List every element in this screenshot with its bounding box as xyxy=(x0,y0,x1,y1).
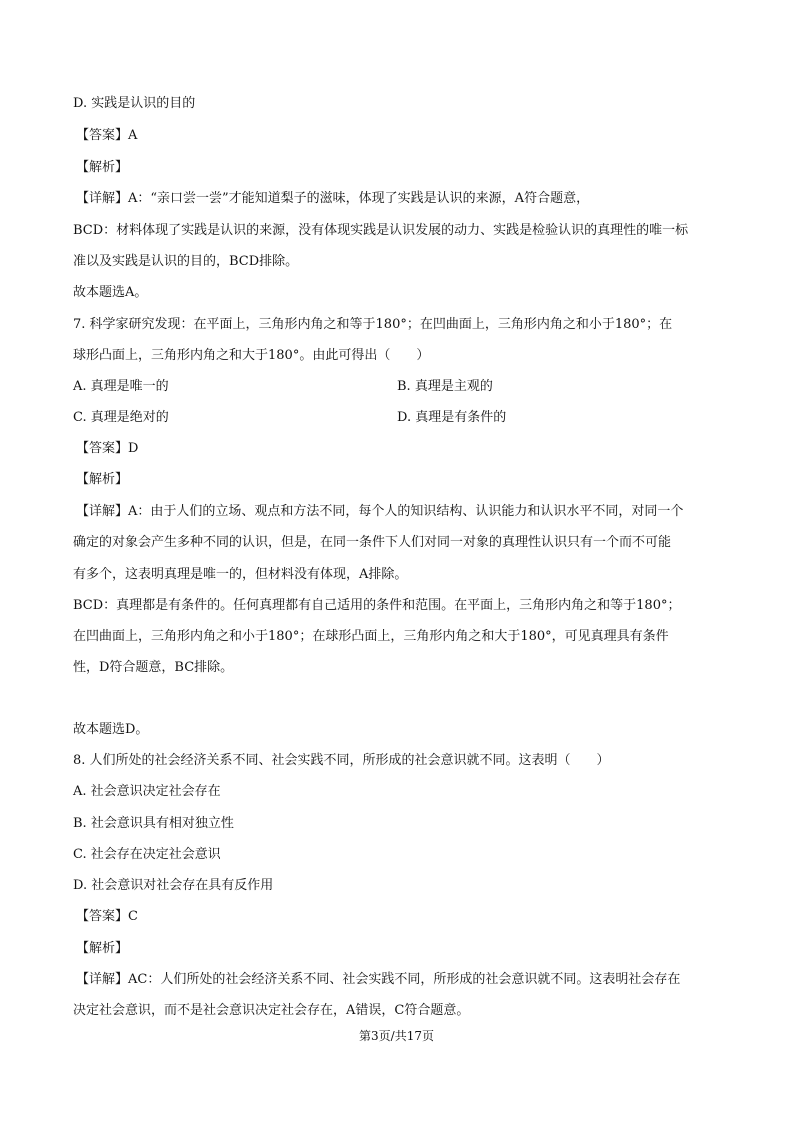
q7-conclusion: 故本题选D。 xyxy=(73,722,149,737)
q8-option-d: D. 社会意识对社会存在具有反作用 xyxy=(73,878,274,893)
q7-option-b: B. 真理是主观的 xyxy=(397,379,493,394)
q6-answer: 【答案】A xyxy=(76,128,138,143)
q8-detail-1: 【详解】AC：人们所处的社会经济关系不同、社会实践不同，所形成的社会意识就不同。这表明社会存在 xyxy=(76,972,681,987)
q6-option-d: D. 实践是认识的目的 xyxy=(73,96,196,111)
q8-option-a: A. 社会意识决定社会存在 xyxy=(73,784,221,799)
q7-detail-4: BCD：真理都是有条件的。任何真理都有自己适用的条件和范围。在平面上，三角形内角之和等于180°； xyxy=(73,598,681,613)
q7-option-c: C. 真理是绝对的 xyxy=(73,410,169,425)
q7-stem-1: 7. 科学家研究发现：在平面上，三角形内角之和等于180°；在凹曲面上，三角形内角之和小于180°；在 xyxy=(73,317,673,332)
q8-detail-2: 决定社会意识，而不是社会意识决定社会存在，A错误，C符合题意。 xyxy=(73,1003,470,1018)
q7-answer: 【答案】D xyxy=(76,441,139,456)
q7-analysis-label: 【解析】 xyxy=(76,472,129,487)
q7-detail-3: 有多个，这表明真理是唯一的，但材料没有体现，A排除。 xyxy=(73,567,408,582)
q8-stem: 8. 人们所处的社会经济关系不同、社会实践不同，所形成的社会意识就不同。这表明（ ） xyxy=(73,753,610,768)
q8-option-c: C. 社会存在决定社会意识 xyxy=(73,847,221,862)
q7-option-a: A. 真理是唯一的 xyxy=(73,379,169,394)
q7-detail-5: 在凹曲面上，三角形内角之和小于180°；在球形凸面上，三角形内角之和大于180°，可见真理具有条件 xyxy=(73,629,669,644)
q6-detail-2b: 准以及实践是认识的目的，BCD排除。 xyxy=(73,254,299,269)
q7-option-d: D. 真理是有条件的 xyxy=(397,410,507,425)
q6-detail-1: 【详解】A：“亲口尝一尝”才能知道梨子的滋味，体现了实践是认识的来源，A符合题意， xyxy=(76,191,590,206)
q7-detail-1: 【详解】A：由于人们的立场、观点和方法不同，每个人的知识结构、认识能力和认识水平不同，对同一个 xyxy=(76,504,684,519)
q6-analysis-label: 【解析】 xyxy=(76,160,129,175)
q7-detail-6: 性，D符合题意，BC排除。 xyxy=(73,660,234,675)
page-footer: 第3页/共17页 xyxy=(359,1029,434,1043)
q6-detail-2a: BCD：材料体现了实践是认识的来源，没有体现实践是认识发展的动力、实践是检验认识的真理性的唯一标 xyxy=(73,223,689,238)
q8-answer: 【答案】C xyxy=(76,909,138,924)
q8-option-b: B. 社会意识具有相对独立性 xyxy=(73,816,234,831)
q8-analysis-label: 【解析】 xyxy=(76,941,129,956)
q7-stem-2: 球形凸面上，三角形内角之和大于180°。由此可得出（ ） xyxy=(73,348,430,363)
q7-detail-2: 确定的对象会产生多种不同的认识，但是，在同一条件下人们对同一对象的真理性认识只有一个而不可能 xyxy=(73,535,672,550)
q6-conclusion: 故本题选A。 xyxy=(73,285,148,300)
